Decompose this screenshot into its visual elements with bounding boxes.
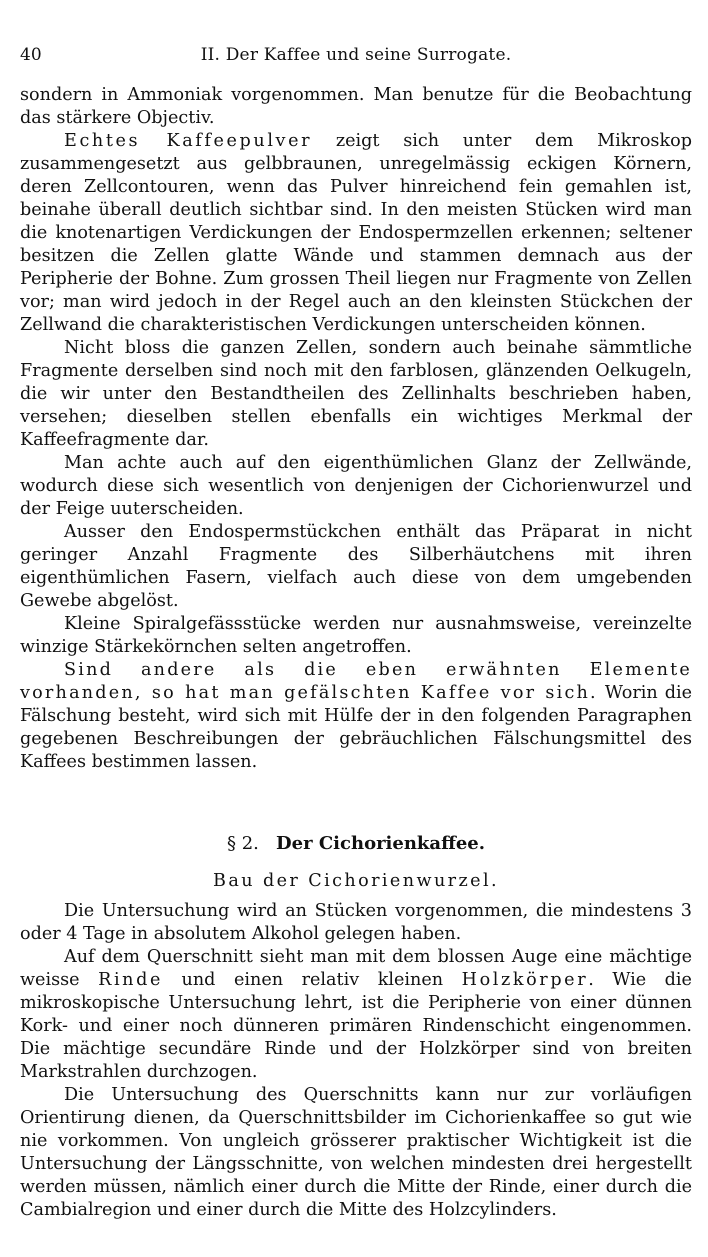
body-text-part2 bbox=[20, 900, 692, 1222]
paragraph-2 bbox=[20, 130, 692, 337]
emphasis-rinde: Rinde bbox=[98, 970, 163, 990]
paragraph-7-text: Worin die Fälschung besteht, wird sich mit Hülfe der in den folgenden Paragraphen gegebenen Beschreibungen der gebräuchlichen Fälschungsmittel des Kaffees bestimmen lassen. bbox=[20, 683, 692, 772]
paragraph-5: Ausser den Endospermstückchen enthält das Präparat in nicht geringer Anzahl Fragmente des Silberhäutchens mit ihren eigenthümlichen Fasern, vielfach auch diese von dem umgebenden Gewebe abgelöst. bbox=[20, 522, 692, 611]
paragraph-3: Nicht bloss die ganzen Zellen, sondern auch beinahe sämmtliche Fragmente derselben sind noch mit den farblosen, glänzenden Oelkugeln, die wir unter den Bestandtheilen des Zellinhalts beschrieben haben, versehen; dieselben stellen ebenfalls ein wichtiges Merkmal der Kaffeefragmente dar. bbox=[20, 338, 692, 450]
paragraph-9-text-c: . Wie die mikroskopische Untersuchung lehrt, ist die Peripherie von einer dünnen Kork- und einer noch dünneren primären Rindenschicht eingenommen. Die mächtige secundäre Rinde und der Holzkörper sind von breiten Markstrahlen durchzogen. bbox=[20, 970, 692, 1082]
paragraph-8: Die Untersuchung wird an Stücken vorgenommen, die mindestens 3 oder 4 Tage in absolutem Alkohol gelegen haben. bbox=[20, 901, 692, 944]
section-heading bbox=[20, 832, 692, 855]
paragraph-4: Man achte auch auf den eigenthümlichen Glanz der Zellwände, wodurch diese sich wesentlich von denjenigen der Cichorienwurzel und der Feige uuterscheiden. bbox=[20, 453, 692, 519]
section-number: § 2. bbox=[226, 833, 259, 854]
paragraph-7 bbox=[20, 659, 692, 774]
paragraph-9-text-b: und einen relativ kleinen bbox=[162, 970, 462, 990]
section-title: Der Cichorienkaffee. bbox=[276, 833, 486, 854]
paragraph-6: Kleine Spiralgefässstücke werden nur ausnahmsweise, vereinzelte winzige Stärkekörnchen selten angetroffen. bbox=[20, 614, 692, 657]
emphasis-holzkoerper: Holzkörper bbox=[461, 970, 589, 990]
paragraph-10: Die Untersuchung des Querschnitts kann nur zur vorläufigen Orientirung dienen, da Querschnittsbilder im Cichorienkaffee so gut wie nie vorkommen. Von ungleich grösserer praktischer Wichtigkeit ist die Untersuchung der Längsschnitte, von welchen mindesten drei hergestellt werden müssen, nämlich einer durch die Mitte der Rinde, einer durch die Cambialregion und einer durch die Mitte des Holzcylinders. bbox=[20, 1085, 692, 1220]
emphasis-falsification-rule: Sind andere als die eben erwähnten Elemente vorhanden, so hat man gefälschten Kaffee vor sich. bbox=[20, 660, 692, 703]
running-title: II. Der Kaffee und seine Surrogate. bbox=[200, 45, 512, 65]
paragraph-2-text: zeigt sich unter dem Mikroskop zusammengesetzt aus gelbbraunen, unregelmässig eckigen Körnern, deren Zellcontouren, wenn das Pulver hinreichend fein gemahlen ist, beinahe überall deutlich sichtbar sind. In den meisten Stücken wird man die knotenartigen Verdickungen der Endospermzellen erkennen; seltener besitzen die Zellen glatte Wände und stammen demnach aus der Peripherie der Bohne. Zum grossen Theil liegen nur Fragmente von Zellen vor; man wird jedoch in der Regel auch an den kleinsten Stückchen der Zellwand die charakteristischen Verdickungen unterscheiden können. bbox=[20, 131, 692, 335]
page-header bbox=[20, 44, 692, 68]
section-subtitle: Bau der Cichorienwurzel. bbox=[213, 871, 499, 891]
emphasis-echtes-kaffeepulver: Echtes Kaffeepulver bbox=[64, 131, 313, 151]
paragraph-1: sondern in Ammoniak vorgenommen. Man benutze für die Beobachtung das stärkere Objectiv. bbox=[20, 85, 692, 128]
page-number: 40 bbox=[20, 45, 42, 65]
body-text-part1 bbox=[20, 84, 692, 774]
paragraph-9-text-a: Auf dem Querschnitt sieht man mit dem blossen Auge eine mächtige weisse bbox=[20, 947, 692, 990]
paragraph-9 bbox=[20, 946, 692, 1084]
